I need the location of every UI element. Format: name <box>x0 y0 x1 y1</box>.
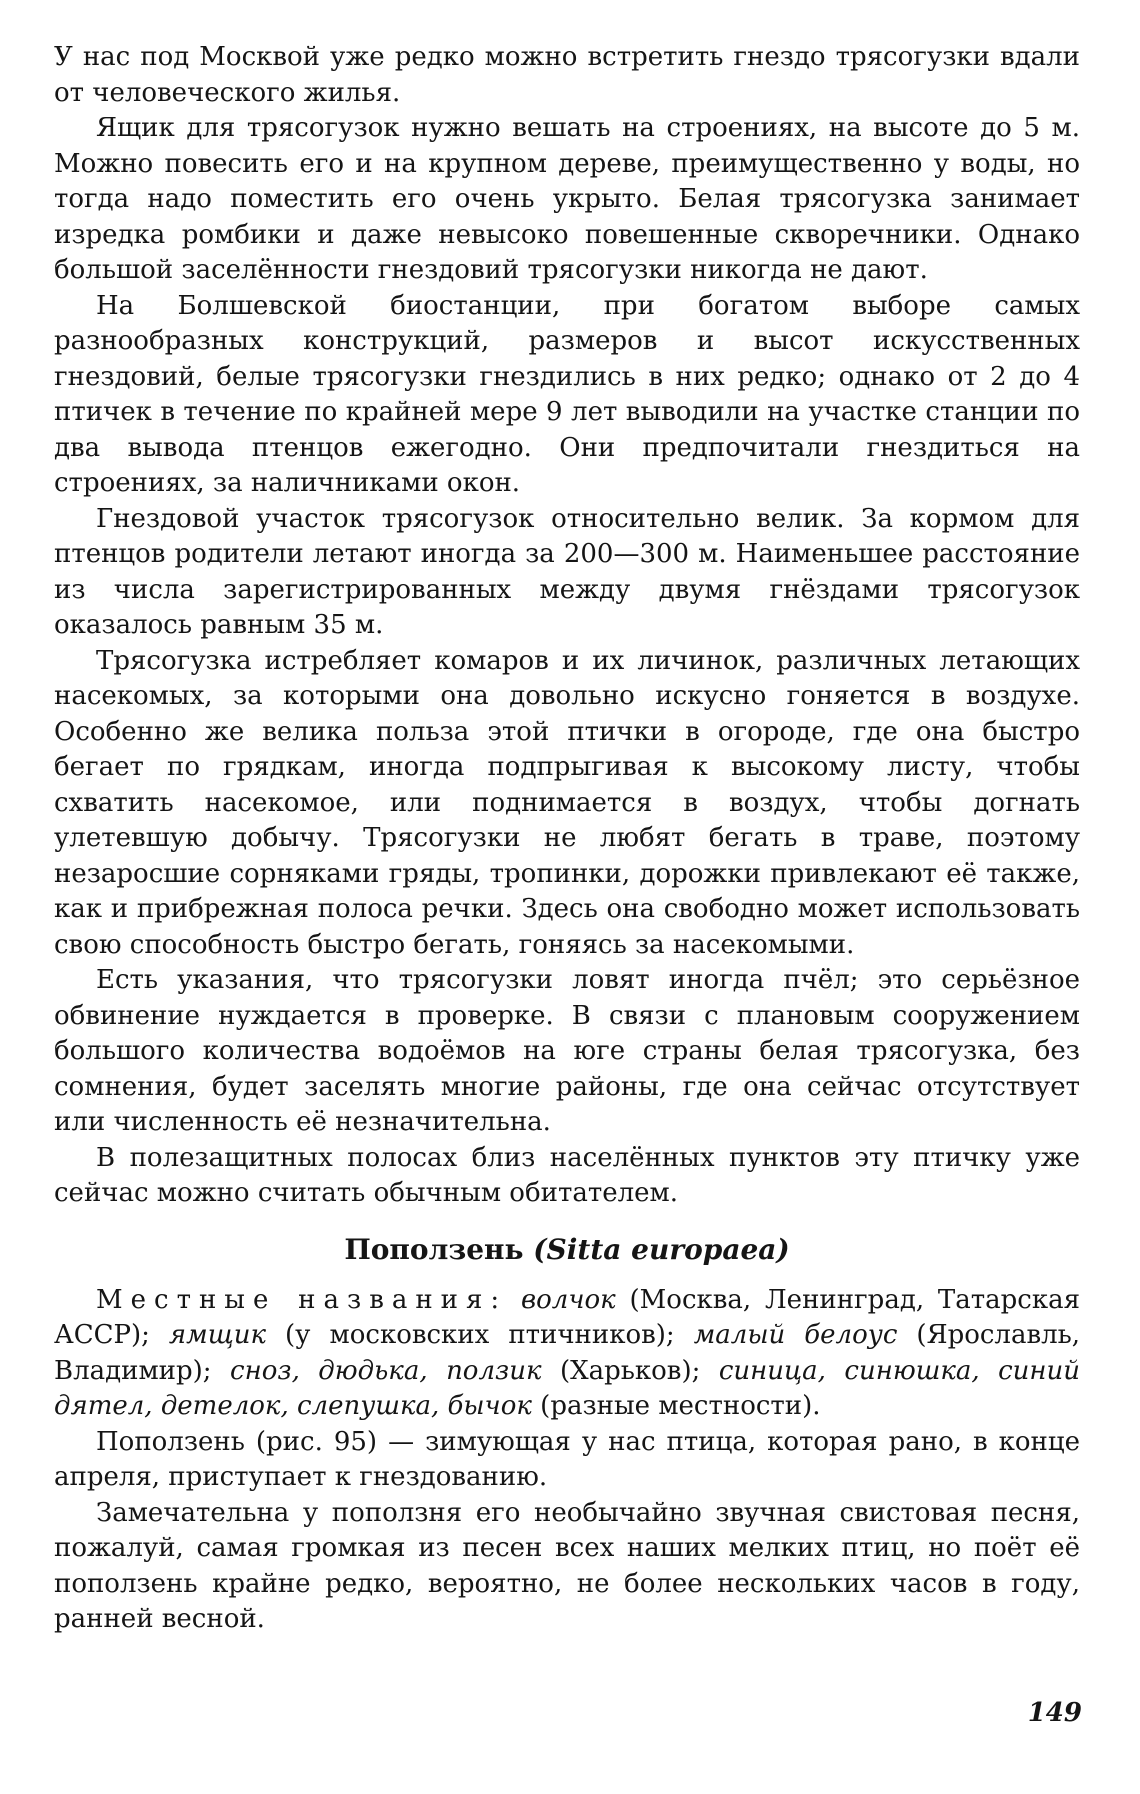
body-paragraph-7: В полезащитных полосах близ населённых пунктов эту птичку уже сейчас можно считать обычным обитателем. <box>54 1142 1080 1208</box>
local-name-region-2: (у московских птичников); <box>266 1320 694 1350</box>
local-name-region-3: (Ярославль, Владимир); <box>54 1320 1081 1386</box>
local-name-region-4: (Харьков); <box>541 1355 719 1386</box>
body-paragraph-6: Есть указания, что трясогузки ловят иногда пчёл; это серьёзное обвинение нуждается в проверке. В связи с плановым сооружением большого количества водоёмов на юге страны белая трясогузка, без сомнения, будет заселять многие районы, где она сейчас отсутствует или численность её незначительна. <box>54 965 1080 1137</box>
body-paragraph-9: Замечательна у поползня его необычайно звучная свистовая песня, пожалуй, самая громкая из песен всех наших мелких птиц, но поёт её поползень крайне редко, вероятно, не более нескольких часов в году, ранней весной. <box>54 1497 1080 1634</box>
local-names-paragraph <box>54 1283 1080 1425</box>
body-paragraph-1: У нас под Москвой уже редко можно встретить гнездо трясогузки вдали от человеческого жилья. <box>54 42 1080 108</box>
body-paragraph-5: Трясогузка истребляет комаров и их личинок, различных летающих насекомых, за которыми она довольно искусно гоняется в воздухе. Особенно же велика польза этой птички в огороде, где она быстро бегает по грядкам, иногда подпрыгивая к высокому листу, чтобы схватить насекомое, или поднимается в воздух, чтобы догнать улетевшую добычу. Трясогузки не любят бегать в траве, поэтому незаросшие сорняками гряды, тропинки, дорожки привлекают её также, как и прибрежная полоса речки. Здесь она свободно может использовать свою способность быстро бегать, гоняясь за насекомыми. <box>54 645 1080 960</box>
local-name-region-5: (разные местности). <box>531 1391 821 1421</box>
section-heading <box>54 1232 1080 1267</box>
body-paragraph-4: Гнездовой участок трясогузок относительно велик. За кормом для птенцов родители летают иногда за 200—300 м. Наименьшее расстояние из числа зарегистрированных между двумя гнёздами трясогузок оказалось равным 35 м. <box>54 503 1080 640</box>
local-name-4: сноз, дюдька, ползик <box>230 1355 542 1386</box>
local-names-label: Местные названия: <box>96 1284 508 1315</box>
body-paragraph-2: Ящик для трясогузок нужно вешать на строениях, на высоте до 5 м. Можно повесить его и на крупном дереве, преимущественно у воды, но тогда надо поместить его очень укрыто. Белая трясогузка занимает изредка ромбики и даже невысоко повешенные скворечники. Однако большой заселённости гнездовий трясогузки никогда не дают. <box>54 113 1080 285</box>
local-name-region-1: (Москва, Ленинград, Татарская АССР); <box>54 1284 1081 1350</box>
local-name-5: синица, синюшка, синий дятел, детелок, слепушка, бычок <box>54 1355 1081 1421</box>
body-paragraph-8: Поползень (рис. 95) — зимующая у нас птица, которая рано, в конце апреля, приступает к гнездованию. <box>54 1426 1080 1492</box>
body-paragraph-3: На Болшевской биостанции, при богатом выборе самых разнообразных конструкций, размеров и высот искусственных гнездовий, белые трясогузки гнездились в них редко; однако от 2 до 4 птичек в течение по крайней мере 9 лет выводили на участке станции по два вывода птенцов ежегодно. Они предпочитали гнездиться на строениях, за наличниками окон. <box>54 290 1080 498</box>
section-heading-name: Поползень <box>344 1232 524 1266</box>
local-name-1: волчок <box>521 1284 616 1315</box>
local-name-3: малый белоус <box>693 1320 898 1350</box>
section-heading-latin: (Sitta europaea) <box>533 1232 790 1266</box>
local-name-2: ямщик <box>168 1320 266 1350</box>
page-number: 149 <box>1027 1698 1082 1728</box>
